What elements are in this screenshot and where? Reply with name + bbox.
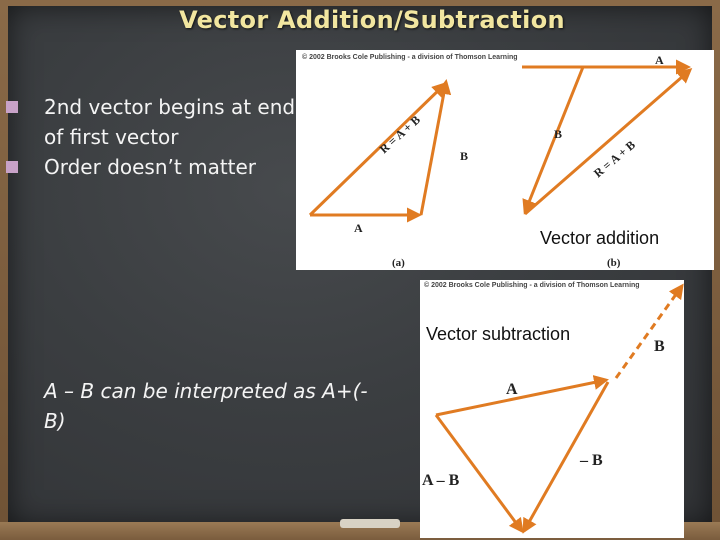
bullet-item (6, 152, 306, 182)
vector-b-label: B (654, 338, 665, 355)
vector-minus-b-label: – B (580, 452, 603, 469)
resultant-label: R = A + B (590, 137, 638, 181)
vector-a-label: A (506, 381, 518, 398)
panel-b-label: (b) (607, 257, 621, 269)
vector-b-dashed-arrow (616, 286, 682, 378)
difference-label: A – B (422, 472, 460, 489)
vector-a-arrow (436, 380, 606, 415)
vector-b-label: B (554, 127, 563, 141)
addition-caption: Vector addition (540, 228, 660, 248)
subtraction-caption: Vector subtraction (426, 324, 571, 344)
bullet-list (6, 92, 306, 182)
square-bullet-icon (6, 101, 18, 113)
vector-subtraction-diagram (420, 280, 684, 538)
panel-a-label: (a) (392, 257, 405, 269)
bullet-text: 2nd vector begins at end of first vector (44, 95, 296, 149)
vector-addition-figure (296, 50, 714, 270)
figure-credit: © 2002 Brooks Cole Publishing - a division of Thomson Learning (302, 54, 518, 61)
vector-a-label: A (655, 53, 664, 67)
vector-a-label: A (354, 221, 363, 235)
bullet-text: Order doesn’t matter (44, 155, 257, 179)
subtraction-note: A – B can be interpreted as A+(-B) (44, 379, 368, 433)
chalk-piece (340, 519, 400, 528)
resultant-label: R = A + B (376, 112, 423, 157)
figure-credit: © 2002 Brooks Cole Publishing - a division of Thomson Learning (424, 282, 640, 289)
vector-b-label: B (460, 149, 469, 163)
bullet-item (6, 92, 306, 152)
resultant-arrow (525, 70, 690, 214)
square-bullet-icon (6, 161, 18, 173)
slide-title: Vector Addition/Subtraction (179, 6, 565, 34)
vector-subtraction-figure (420, 280, 684, 538)
